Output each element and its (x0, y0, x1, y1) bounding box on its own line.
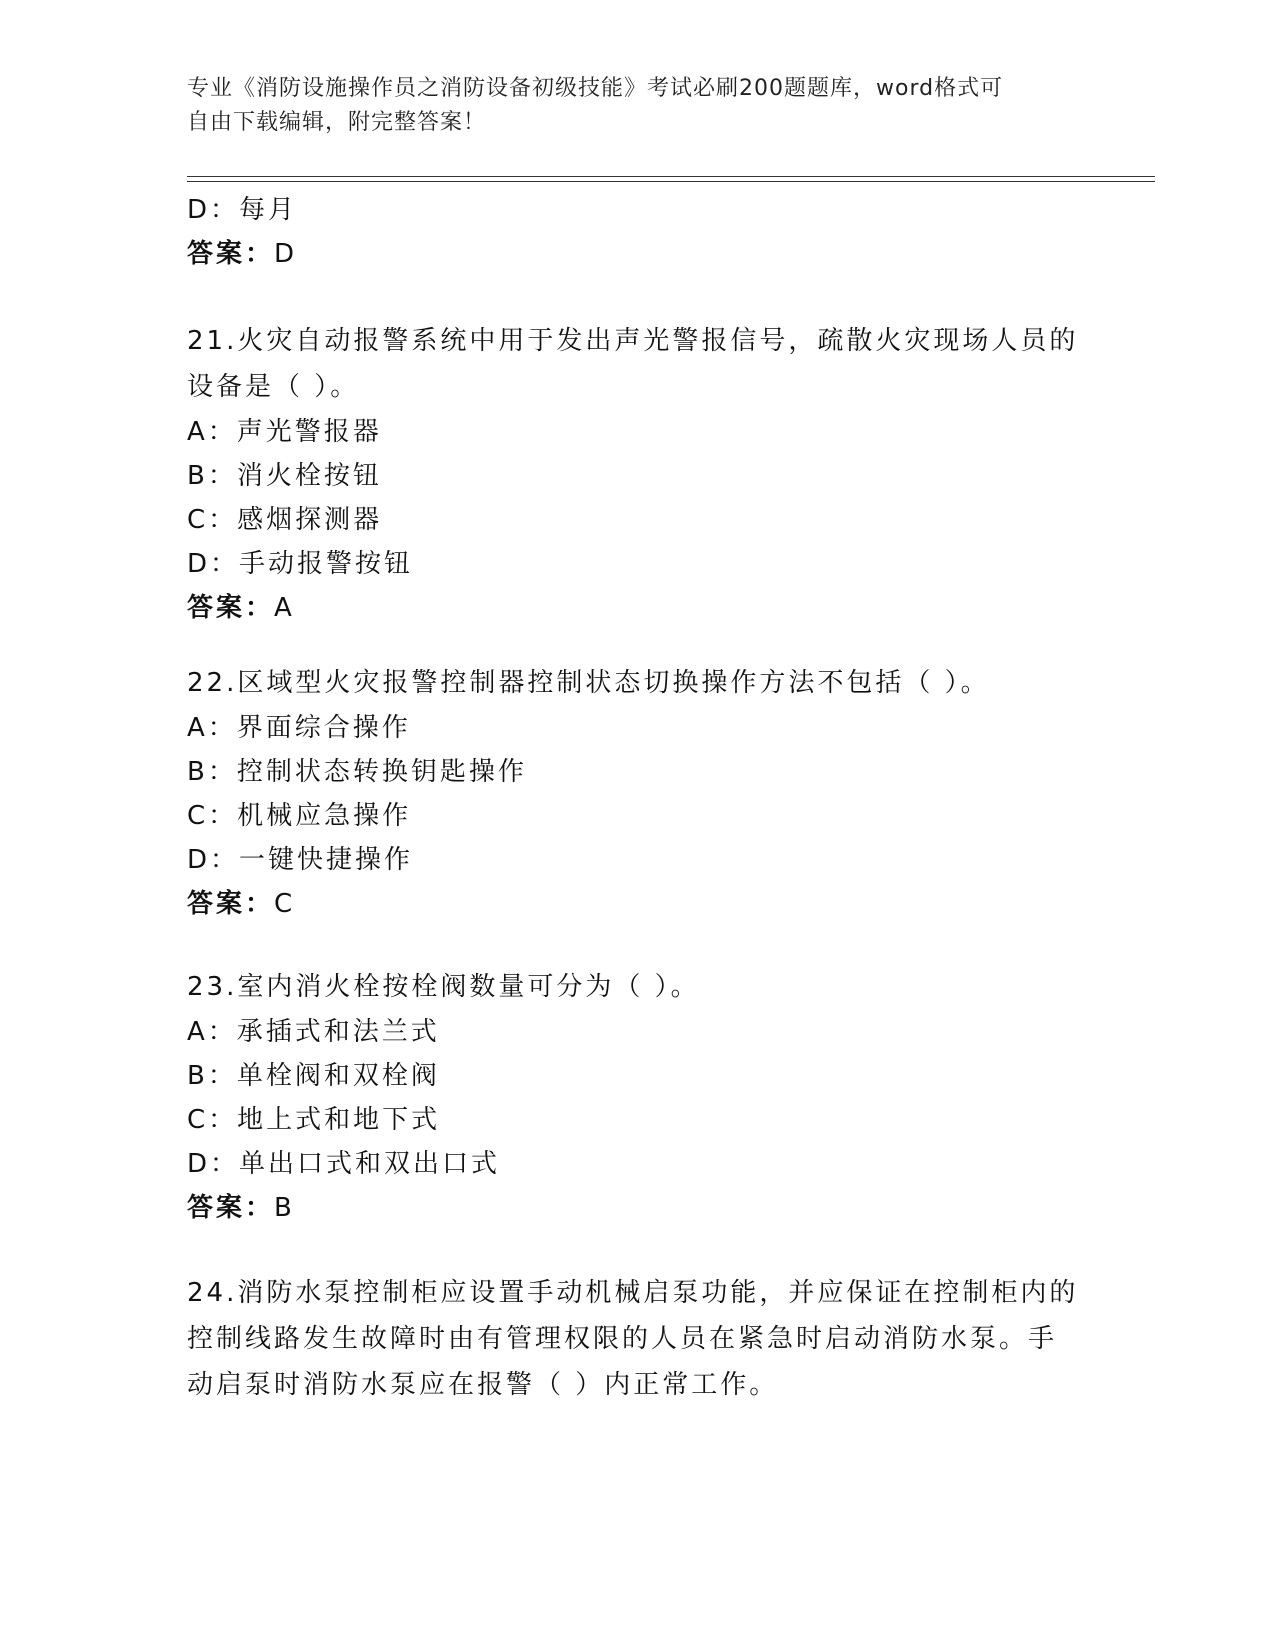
question-24 (187, 1270, 1087, 1408)
header-line-2: 自由下载编辑，附完整答案！ (187, 110, 487, 135)
answer-line (187, 586, 1087, 630)
question-21 (187, 318, 1087, 630)
option-d: D：一键快捷操作 (187, 845, 414, 875)
option-b: B：控制状态转换钥匙操作 (187, 757, 527, 787)
previous-question-tail (187, 188, 1087, 276)
option-c: C：感烟探测器 (187, 505, 383, 535)
option-d: D：单出口式和双出口式 (187, 1149, 501, 1179)
answer-value: C (274, 889, 294, 919)
header-divider-top (187, 176, 1155, 177)
answer-label: 答案： (187, 239, 275, 269)
answer-label: 答案： (187, 889, 275, 919)
question-stem-line: 23.室内消火栓按栓阀数量可分为（ ）。 (187, 972, 700, 1002)
answer-label: 答案： (187, 1193, 275, 1223)
question-23 (187, 964, 1087, 1230)
answer-label: 答案： (187, 593, 275, 623)
question-stem-line: 设备是（ ）。 (187, 372, 360, 402)
document-header (187, 72, 1067, 140)
question-stem-line: 21.火灾自动报警系统中用于发出声光警报信号，疏散火灾现场人员的 (187, 326, 1079, 356)
option-a: A：界面综合操作 (187, 713, 411, 743)
question-22 (187, 660, 1087, 926)
option-a: A：声光警报器 (187, 417, 382, 447)
answer-value: B (274, 1193, 293, 1223)
question-stem-line: 控制线路发生故障时由有管理权限的人员在紧急时启动消防水泵。手 (187, 1324, 1058, 1354)
header-divider-bottom (187, 181, 1155, 182)
option-b: B：消火栓按钮 (187, 461, 382, 491)
question-stem-line: 24.消防水泵控制柜应设置手动机械启泵功能，并应保证在控制柜内的 (187, 1278, 1079, 1308)
answer-line (187, 1186, 1087, 1230)
option-a: A：承插式和法兰式 (187, 1017, 440, 1047)
answer-value: D (274, 239, 296, 269)
answer-value: A (274, 593, 293, 623)
answer-line (187, 882, 1087, 926)
option-c: C：机械应急操作 (187, 801, 412, 831)
question-stem-line: 22.区域型火灾报警控制器控制状态切换操作方法不包括（ ）。 (187, 668, 990, 698)
answer-line (187, 232, 1087, 276)
option-d: D：每月 (187, 195, 298, 225)
header-line-1: 专业《消防设施操作员之消防设备初级技能》考试必刷200题题库，word格式可 (187, 76, 1004, 101)
question-stem-line: 动启泵时消防水泵应在报警（ ）内正常工作。 (187, 1370, 779, 1400)
option-d: D：手动报警按钮 (187, 549, 414, 579)
option-b: B：单栓阀和双栓阀 (187, 1061, 440, 1091)
option-c: C：地上式和地下式 (187, 1105, 441, 1135)
